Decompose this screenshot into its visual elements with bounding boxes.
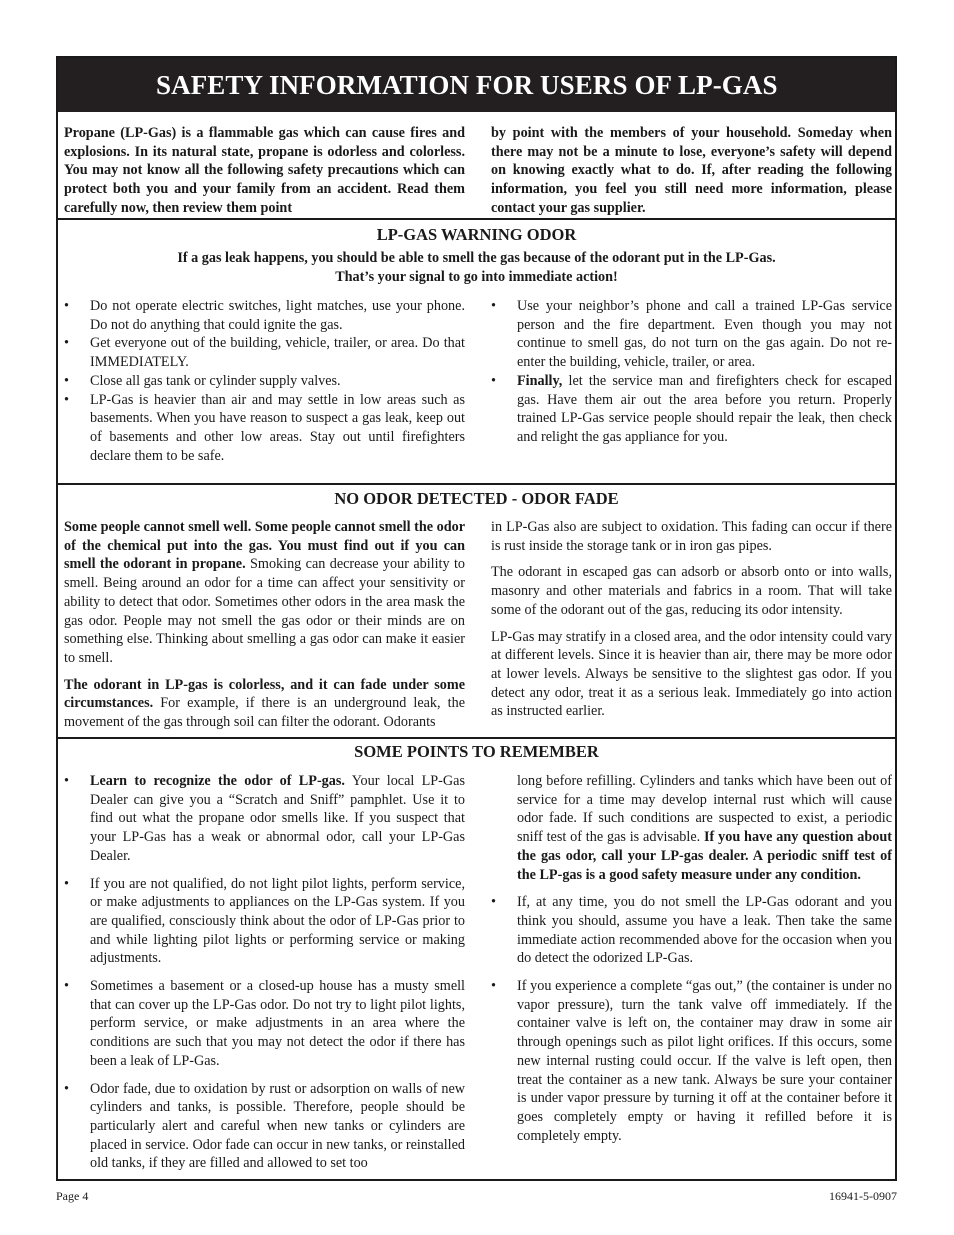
- section-heading-odor-fade: NO ODOR DETECTED - ODOR FADE: [334, 489, 619, 508]
- paragraph-text: For example, if there is an underground leak, the movement of the gas through soil can filter the odorant. Odorants: [64, 695, 465, 731]
- list-item: • If you experience a complete “gas out,” (the container is under no vapor pressure), turn the tank valve off immediately. If the container valve is left on, the container may draw in some air through openings such as pilot light orifices. If this occurs, some new internal rusting could occur. If the valve is left open, then treat the container as a new tank. Always be sure your container is under vapor pressure by turning it off at the container before it goes completely empty or having it refilled before it is completely empty.: [489, 977, 892, 1145]
- list-item-text: long before refilling. Cylinders and tanks which have been out of service for a time may develop internal rust which will cause odor fade. If such conditions are suspected to exist, a periodic sniff test of the gas is advisable.: [517, 773, 892, 846]
- list-item: • If you are not qualified, do not light pilot lights, perform service, or make adjustments to appliances on the LP-Gas system. If you are qualified, consciously think about the odor of LP-Gas prior to and while lighting pilot lights or performing service or making adjustments.: [62, 875, 465, 969]
- odor-fade-right-column: [491, 518, 892, 729]
- list-item: [62, 772, 465, 866]
- emphasis: The odorant in LP-gas is colorless, and it can fade under some circumstances.: [64, 676, 465, 712]
- list-item: [489, 372, 892, 447]
- warning-right-column: [489, 297, 892, 447]
- list-item: • Use your neighbor’s phone and call a trained LP-Gas service person and the fire department. Even though you may not continue to smell gas, do not turn on the gas again. Do not re-enter the building, vehicle, trailer, or area.: [489, 297, 892, 372]
- paragraph-text: Smoking can decrease your ability to smell. Being around an odor for a time can affect your sensitivity or ability to detect that odor. Sometimes other odors in the area mask the gas odor. People may not smell the gas odor or their minds are on something else. Thinking about smelling a gas odor can make it easier to smell.: [64, 556, 465, 666]
- list-item-text: Your local LP-Gas Dealer can give you a “Scratch and Sniff” pamphlet. Use it to find out what the propane odor smells like. If you suspect that your LP-Gas has a weak or abnormal odor, call your LP-Gas Dealer.: [90, 773, 465, 864]
- divider: [58, 737, 895, 739]
- emphasis: Some people cannot smell well. Some people cannot smell the odor of the chemical put into the gas. You must find out if you can smell the odorant in propane.: [64, 519, 465, 573]
- odor-fade-left-column: [64, 518, 465, 740]
- list-item: • LP-Gas is heavier than air and may settle in low areas such as basements. When you have reason to suspect a gas leak, keep out of basements and other low areas. Stay out until firefighters declare them to be safe.: [62, 391, 465, 466]
- intro-right: by point with the members of your household. Someday when there may not be a minute to lose, everyone’s safety will depend on knowing exactly what to do. If, after reading the following information, you feel you still need more information, please contact your gas supplier.: [491, 125, 892, 216]
- paragraph: in LP-Gas also are subject to oxidation. This fading can occur if there is rust inside the storage tank or in iron gas pipes.: [491, 519, 892, 554]
- divider: [58, 218, 895, 220]
- list-item: • Get everyone out of the building, vehicle, trailer, or area. Do that IMMEDIATELY.: [62, 334, 465, 371]
- paragraph: LP-Gas may stratify in a closed area, and the odor intensity could vary at different levels. Since it is heavier than air, there may be more odor at lower levels. Always be sensitive to the slightest gas odor. If you detect any odor, treat it as a serious leak. Immediately go into action as instructed earlier.: [491, 628, 892, 720]
- emphasis: If you have any question about the gas odor, call your LP-gas dealer. A periodic sniff test of the LP-gas is a good safety measure under any condition.: [517, 829, 892, 883]
- section-heading-warning-odor: LP-GAS WARNING ODOR: [376, 225, 577, 244]
- section-heading-points-to-remember: SOME POINTS TO REMEMBER: [354, 742, 599, 761]
- page-number: Page 4: [56, 1189, 89, 1203]
- divider: [58, 483, 895, 485]
- list-item: • Sometimes a basement or a closed-up house has a musty smell that can cover up the LP-Gas odor. Do not try to light pilot lights, perform service, or make adjustments in an area where the conditions are such that you may not detect the odor if there has been a leak of LP-Gas.: [62, 977, 465, 1071]
- document-number: 16941-5-0907: [829, 1189, 897, 1203]
- list-item-text: let the service man and firefighters check for escaped gas. Have them air out the area before you return. Properly trained LP-Gas service people should repair the leak, then check and relight the gas appliance for you.: [517, 372, 892, 445]
- remember-right-column: [489, 772, 892, 1154]
- safety-info-frame: [56, 56, 897, 1181]
- list-item: • Odor fade, due to oxidation by rust or adsorption on walls of new cylinders and tanks, is possible. Therefore, people should be particularly alert and careful when new tanks or cylinders are placed in service. Odor fade can occur in new tanks, or reinstalled old tanks, if they are filled and allowed to set too: [62, 1080, 465, 1174]
- emphasis: Learn to recognize the odor of LP-gas.: [90, 773, 345, 789]
- emphasis: Finally,: [517, 372, 563, 389]
- list-item: • Close all gas tank or cylinder supply valves.: [62, 372, 465, 391]
- warning-left-column: [62, 297, 465, 465]
- intro-left: Propane (LP-Gas) is a flammable gas which can cause fires and explosions. In its natural state, propane is odorless and colorless. You may not know all the following safety precautions which can protect both you and your family from an accident. Read them carefully now, then review them point: [64, 125, 465, 216]
- warning-note-line2: That’s your signal to go into immediate action!: [335, 269, 618, 285]
- warning-note-line1: If a gas leak happens, you should be able to smell the gas because of the odorant put in the LP-Gas.: [177, 250, 776, 266]
- page-title: SAFETY INFORMATION FOR USERS OF LP-GAS: [58, 58, 895, 112]
- list-item: • If, at any time, you do not smell the LP-Gas odorant and you think you should, assume you have a leak. Then take the same immediate action recommended above for the occasion when you do detect the odorized LP-Gas.: [489, 893, 892, 968]
- list-item: [489, 772, 892, 884]
- remember-left-column: [62, 772, 465, 1182]
- paragraph: The odorant in escaped gas can adsorb or absorb onto or into walls, masonry and other materials and fabrics in a room. That will take some of the odorant out of the gas, reducing its odor intensity.: [491, 564, 892, 618]
- list-item: • Do not operate electric switches, light matches, use your phone. Do not do anything that could ignite the gas.: [62, 297, 465, 334]
